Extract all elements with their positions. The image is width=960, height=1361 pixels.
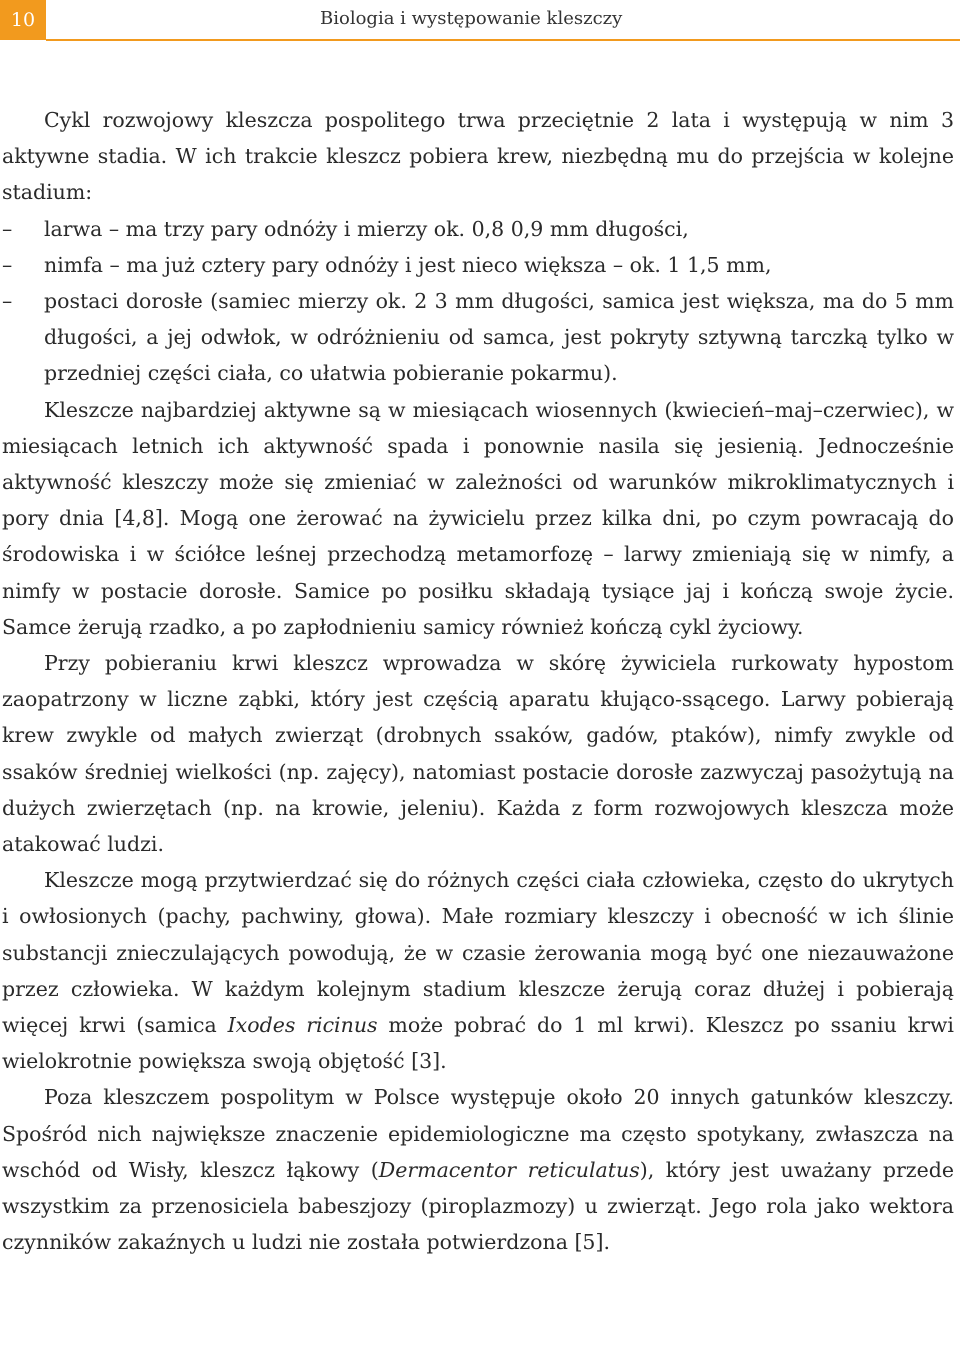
running-title: Biologia i występowanie kleszczy (320, 8, 623, 29)
list-item-text: postaci dorosłe (samiec mierzy ok. 2 3 mm długości, samica jest większa, ma do 5 mm długości, a jej odwłok, w odróżnieniu od samca, jest pokryty sztywną tarczką tylko w przedniej części ciała, co ułatwia pobieranie pokarmu). (44, 289, 954, 386)
text-run: może pobrać do 1 ml krwi). Kleszcz po ssaniu krwi wielokrotnie powiększa swoją objętość [3]. (2, 1013, 954, 1074)
species-name: Ixodes ricinus (227, 1013, 378, 1038)
list-item (2, 247, 954, 283)
paragraph-activity: Kleszcze najbardziej aktywne są w miesiącach wiosennych (kwiecień–maj–czerwiec), w miesiącach letnich ich aktywność spada i ponownie nasila się jesienią. Jednocześnie aktywność kleszczy może się zmieniać w zależności od warunków mikroklimatycznych i pory dnia [4,8]. Mogą one żerować na żywicielu przez kilka dni, po czym powracają do środowiska i w ściółce leśnej przechodzą metamorfozę – larwy zmieniają się w nimfy, a nimfy w postacie dorosłe. Samice po posiłku składają tysiące jaj i kończą swoje życie. Samce żerują rzadko, a po zapłodnieniu samicy również kończą cykl życiowy. (2, 397, 954, 639)
stage-list (2, 211, 954, 392)
text-run: Poza kleszczem pospolitym w Polsce występuje około 20 innych gatunków kleszczy. Spośród nich największe znaczenie epidemiologiczne ma często spotykany, zwłaszcza na wschód od Wisły, kleszcz łąkowy ( (2, 1085, 954, 1182)
list-item (2, 211, 954, 247)
article-body (2, 102, 954, 1261)
page-header (0, 0, 960, 46)
paragraph-species (2, 1079, 954, 1260)
species-name: Dermacentor reticulatus (378, 1157, 640, 1182)
paragraph-intro: Cykl rozwojowy kleszcza pospolitego trwa przeciętnie 2 lata i występują w nim 3 aktywne stadia. W ich trakcie kleszcz pobiera krew, niezbędną mu do przejścia w kolejne stadium: (2, 108, 954, 205)
header-rule (46, 39, 960, 41)
text-run: ), który jest uważany przede wszystkim za przenosiciela babeszjozy (piroplazmozy) u zwierząt. Jego rola jako wektora czynników zakaźnych u ludzi nie została potwierdzona [5]. (2, 1157, 954, 1255)
list-dash: – (2, 252, 13, 277)
list-item-text: nimfa – ma już cztery pary odnóży i jest nieco większa – ok. 1 1,5 mm, (44, 252, 772, 277)
text-run: Kleszcze mogą przytwierdzać się do różnych części ciała człowieka, często do ukrytych i owłosionych (pachy, pachwiny, głowa). Małe rozmiary kleszczy i obecność w ich ślinie substancji znieczulających powodują, że w czasie żerowania mogą być one niezauważone przez człowieka. W każdym kolejnym stadium kleszcze żerują coraz dłużej i pobierają więcej krwi (samica (2, 868, 954, 1038)
paragraph-attachment (2, 862, 954, 1079)
paragraph-feeding: Przy pobieraniu krwi kleszcz wprowadza w skórę żywiciela rurkowaty hypostom zaopatrzony w liczne ząbki, który jest częścią aparatu kłująco-ssącego. Larwy pobierają krew zwykle od małych zwierząt (drobnych ssaków, gadów, ptaków), nimfy zwykle od ssaków średniej wielkości (np. zajęcy), natomiast postacie dorosłe zazwyczaj pasożytują na dużych zwierzętach (np. na krowie, jeleniu). Każda z form rozwojowych kleszcza może atakować ludzi. (2, 651, 954, 857)
list-item (2, 283, 954, 392)
list-dash: – (2, 289, 13, 314)
page-number: 10 (0, 0, 46, 40)
list-dash: – (2, 216, 13, 241)
list-item-text: larwa – ma trzy pary odnóży i mierzy ok. 0,8 0,9 mm długości, (44, 216, 689, 241)
